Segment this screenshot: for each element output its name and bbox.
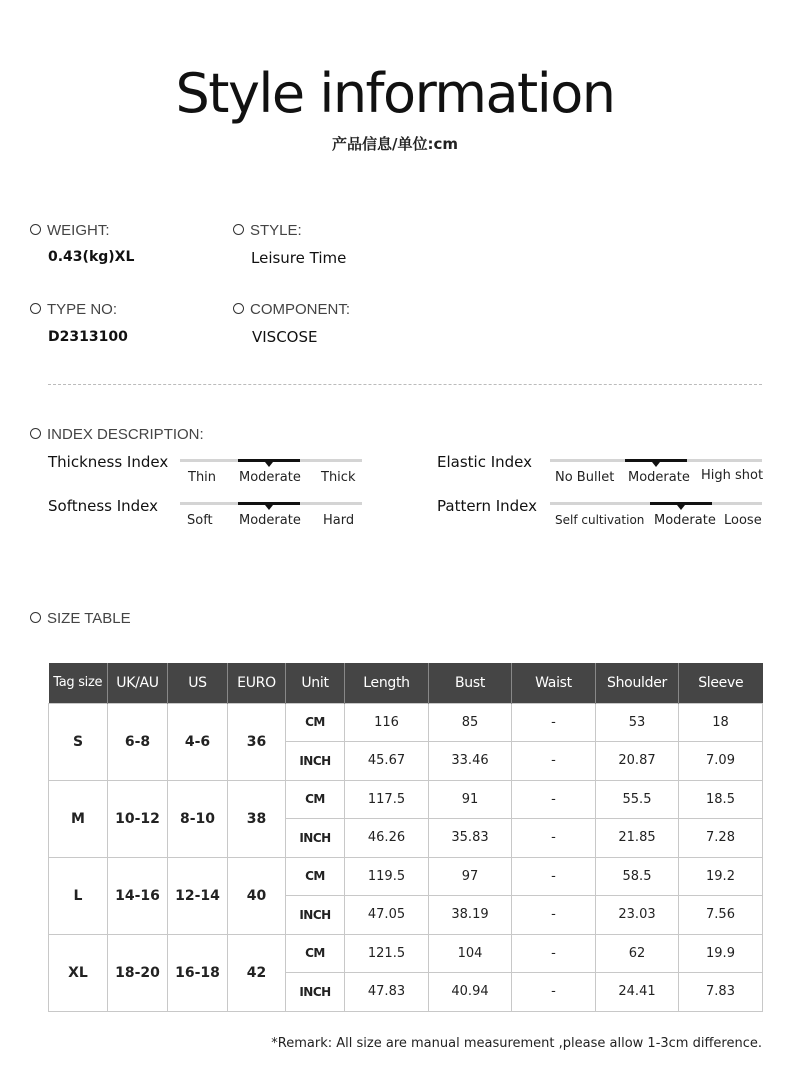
shoulder-cell: 53 <box>596 703 679 742</box>
scale-option: Moderate <box>654 513 716 528</box>
thickness-index-scale <box>180 459 362 495</box>
remark-note: *Remark: All size are manual measurement ,please allow 1-3cm difference. <box>271 1036 762 1051</box>
circle-bullet-icon <box>30 428 41 439</box>
us-cell: 8-10 <box>168 780 228 857</box>
uk-au-cell: 14-16 <box>108 857 168 934</box>
scale-option: No Bullet <box>555 470 615 485</box>
shoulder-cell: 21.85 <box>596 819 679 858</box>
length-cell: 119.5 <box>345 857 429 896</box>
column-header: Sleeve <box>679 663 763 703</box>
sleeve-cell: 19.9 <box>679 934 763 973</box>
sleeve-cell: 7.56 <box>679 896 763 935</box>
scale-indicator <box>625 459 687 462</box>
component-value: VISCOSE <box>252 328 318 346</box>
bust-cell: 33.46 <box>429 742 512 781</box>
circle-bullet-icon <box>233 303 244 314</box>
scale-option: High shot <box>701 468 764 483</box>
pattern-index-scale <box>550 502 762 538</box>
size-table-heading: SIZE TABLE <box>30 610 131 627</box>
table-row <box>49 780 763 819</box>
waist-cell: - <box>512 934 596 973</box>
bust-cell: 38.19 <box>429 896 512 935</box>
unit-cell: CM <box>286 857 345 896</box>
elastic-index-label: Elastic Index <box>437 453 533 471</box>
column-header: Bust <box>429 663 512 703</box>
us-cell: 4-6 <box>168 703 228 780</box>
circle-bullet-icon <box>30 224 41 235</box>
scale-option: Self cultivation <box>555 513 645 527</box>
scale-option: Loose <box>724 513 762 528</box>
scale-option: Thin <box>188 470 217 485</box>
scale-indicator <box>650 502 712 505</box>
waist-cell: - <box>512 857 596 896</box>
shoulder-cell: 62 <box>596 934 679 973</box>
pattern-index-label: Pattern Index <box>437 497 538 515</box>
unit-cell: INCH <box>286 742 345 781</box>
column-header: Waist <box>512 663 596 703</box>
euro-cell: 40 <box>228 857 286 934</box>
column-header: UK/AU <box>108 663 168 703</box>
length-cell: 45.67 <box>345 742 429 781</box>
length-cell: 46.26 <box>345 819 429 858</box>
scale-indicator <box>238 459 300 462</box>
column-header: Shoulder <box>596 663 679 703</box>
euro-cell: 36 <box>228 703 286 780</box>
unit-cell: CM <box>286 780 345 819</box>
scale-option: Moderate <box>239 470 301 485</box>
sleeve-cell: 18 <box>679 703 763 742</box>
column-header: EURO <box>228 663 286 703</box>
shoulder-cell: 58.5 <box>596 857 679 896</box>
unit-cell: INCH <box>286 896 345 935</box>
scale-indicator <box>238 502 300 505</box>
column-header: Unit <box>286 663 345 703</box>
shoulder-cell: 23.03 <box>596 896 679 935</box>
style-value: Leisure Time <box>251 249 347 267</box>
uk-au-cell: 18-20 <box>108 934 168 1011</box>
scale-option: Hard <box>323 513 355 528</box>
column-header: US <box>168 663 228 703</box>
scale-option: Moderate <box>239 513 301 528</box>
bust-cell: 40.94 <box>429 973 512 1012</box>
sleeve-cell: 7.09 <box>679 742 763 781</box>
euro-cell: 38 <box>228 780 286 857</box>
weight-label: WEIGHT: <box>30 222 110 239</box>
length-cell: 47.83 <box>345 973 429 1012</box>
waist-cell: - <box>512 703 596 742</box>
waist-cell: - <box>512 896 596 935</box>
uk-au-cell: 6-8 <box>108 703 168 780</box>
style-label: STYLE: <box>233 222 302 239</box>
index-description-heading: INDEX DESCRIPTION: <box>30 426 204 443</box>
component-label: COMPONENT: <box>233 301 350 318</box>
weight-value: 0.43(kg)XL <box>48 249 135 265</box>
bust-cell: 91 <box>429 780 512 819</box>
bust-cell: 97 <box>429 857 512 896</box>
column-header: Tag size <box>49 663 108 703</box>
us-cell: 16-18 <box>168 934 228 1011</box>
shoulder-cell: 24.41 <box>596 973 679 1012</box>
shoulder-cell: 20.87 <box>596 742 679 781</box>
scale-option: Thick <box>321 470 356 485</box>
unit-cell: INCH <box>286 973 345 1012</box>
shoulder-cell: 55.5 <box>596 780 679 819</box>
waist-cell: - <box>512 780 596 819</box>
tag-size-cell: S <box>49 703 108 780</box>
scale-option: Soft <box>187 513 213 528</box>
sleeve-cell: 7.83 <box>679 973 763 1012</box>
softness-index-label: Softness Index <box>48 497 159 515</box>
waist-cell: - <box>512 973 596 1012</box>
page-subtitle: 产品信息/单位:cm <box>332 135 458 153</box>
length-cell: 47.05 <box>345 896 429 935</box>
table-row <box>49 703 763 742</box>
unit-cell: CM <box>286 703 345 742</box>
type-no-value: D2313100 <box>48 329 128 345</box>
tag-size-cell: XL <box>49 934 108 1011</box>
divider <box>48 384 762 385</box>
thickness-index-label: Thickness Index <box>48 453 169 471</box>
table-row <box>49 857 763 896</box>
softness-index-scale <box>180 502 362 538</box>
size-table <box>48 663 763 1012</box>
sleeve-cell: 7.28 <box>679 819 763 858</box>
uk-au-cell: 10-12 <box>108 780 168 857</box>
sleeve-cell: 19.2 <box>679 857 763 896</box>
length-cell: 117.5 <box>345 780 429 819</box>
table-row <box>49 934 763 973</box>
length-cell: 116 <box>345 703 429 742</box>
length-cell: 121.5 <box>345 934 429 973</box>
euro-cell: 42 <box>228 934 286 1011</box>
tag-size-cell: M <box>49 780 108 857</box>
circle-bullet-icon <box>30 612 41 623</box>
bust-cell: 85 <box>429 703 512 742</box>
us-cell: 12-14 <box>168 857 228 934</box>
type-no-label: TYPE NO: <box>30 301 117 318</box>
tag-size-cell: L <box>49 857 108 934</box>
waist-cell: - <box>512 819 596 858</box>
unit-cell: CM <box>286 934 345 973</box>
column-header: Length <box>345 663 429 703</box>
bust-cell: 35.83 <box>429 819 512 858</box>
scale-option: Moderate <box>628 470 690 485</box>
sleeve-cell: 18.5 <box>679 780 763 819</box>
elastic-index-scale <box>550 459 762 495</box>
table-header-row <box>49 663 763 703</box>
unit-cell: INCH <box>286 819 345 858</box>
waist-cell: - <box>512 742 596 781</box>
page-title: Style information <box>175 62 615 125</box>
circle-bullet-icon <box>30 303 41 314</box>
bust-cell: 104 <box>429 934 512 973</box>
circle-bullet-icon <box>233 224 244 235</box>
